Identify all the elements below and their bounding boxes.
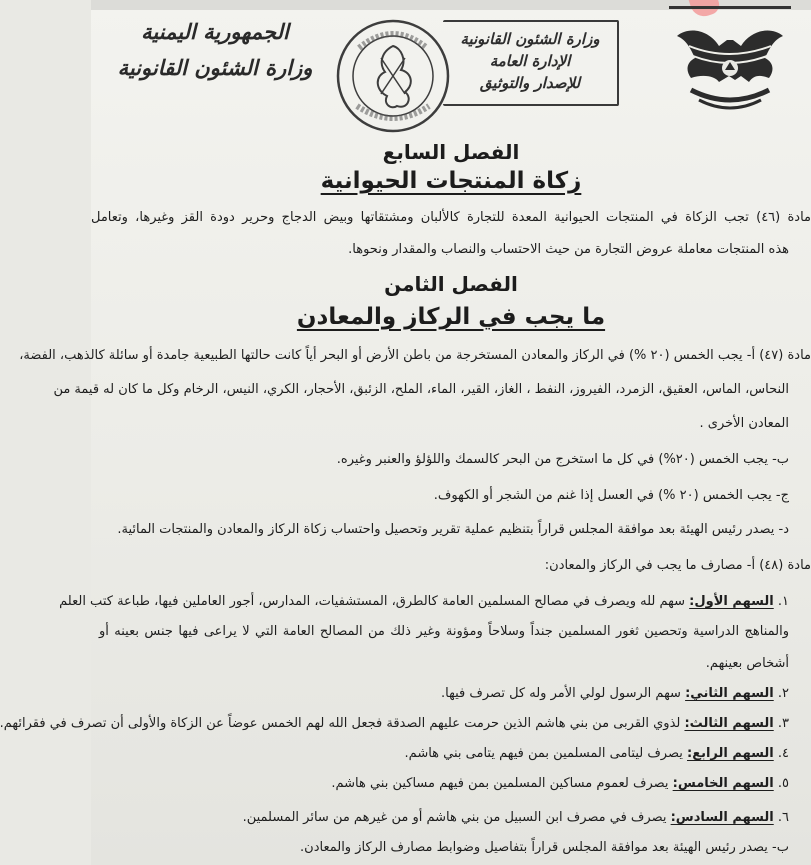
round-seal-stamp <box>335 18 451 134</box>
article47-b: ب- يجب الخمس (٢٠%) في كل ما استخرج من البحر كالسمك واللؤلؤ والعنبر وغيره. <box>336 452 789 467</box>
state-crest <box>669 6 791 118</box>
share-3-label: السهم الثالث: <box>684 716 774 731</box>
chapter8-title: الفصل الثامن <box>384 272 518 296</box>
share-4 <box>405 744 789 764</box>
share-2 <box>441 684 789 704</box>
share-4-text: يصرف ليتامى المسلمين بمن فيهم يتامى بني هاشم. <box>404 746 688 761</box>
chapter7-subtitle <box>91 168 811 194</box>
chapter7-subtitle-text: زكاة المنتجات الحيوانية <box>320 168 582 194</box>
stamp-line-3: للإصدار والتوثيق <box>479 74 581 92</box>
article47-a-line1: مادة (٤٧) أ- يجب الخمس (٢٠ %) في الركاز والمعادن المستخرجة من باطن الأرض أو البحر أياً كانت حالتها الطبيعية جامدة أو سائلة كالذهب، الفضة، <box>19 348 811 363</box>
stamp-line-1: وزارة الشئون القانونية <box>460 30 600 48</box>
article46-line1: مادة (٤٦) تجب الزكاة في المنتجات الحيوانية المعدة للتجارة كالألبان ومشتقاتها وبيض الدجاج وحرير دودة القز وغيرها، وتعامل <box>91 210 811 225</box>
share-6-label: السهم السادس: <box>670 810 774 825</box>
article48-b: ب- يصدر رئيس الهيئة بعد موافقة المجلس قراراً بتفاصيل وضوابط مصارف الركاز والمعادن. <box>300 840 789 855</box>
country-name: الجمهورية اليمنية <box>141 19 289 44</box>
share-2-label: السهم الثاني: <box>685 686 774 701</box>
article47-d: د- يصدر رئيس الهيئة بعد موافقة المجلس قراراً بتنظيم عملية تقرير وتحصيل واحتساب زكاة الركاز والمعادن والمنتجات المائية. <box>117 522 789 537</box>
share-6-text: يصرف في مصرف ابن السبيل من بني هاشم أو من غيرهم من سائر المسلمين. <box>242 810 671 825</box>
share-1-line1 <box>59 592 789 612</box>
share-3-number: ٣. <box>777 716 789 731</box>
share-1-label: السهم الأول: <box>689 594 774 609</box>
share-1-line2: والمناهج الدراسية وتحصين ثغور المسلمين جنداً وسلاحاً ومؤونة وغير ذلك من المصالح العامة التي لا يراعى فيها جنس بعينه أو <box>99 624 789 639</box>
article46-line2: هذه المنتجات معاملة عروض التجارة من حيث الاحتساب والنصاب والمقدار ونحوها. <box>348 242 789 257</box>
article47-a-line3: المعادن الأخرى . <box>699 416 789 431</box>
eagle-emblem-icon <box>669 6 791 118</box>
share-5-label: السهم الخامس: <box>672 776 774 791</box>
share-5 <box>331 774 789 794</box>
share-4-number: ٤. <box>777 746 789 761</box>
share-6-number: ٦. <box>777 810 789 825</box>
article47-a-line2: النحاس، الماس، العقيق، الزمرد، الفيروز، النفط ، الغاز، القير، الماء، الملح، الزئبق، الأحجار، الكري، النيس، الرخام وكل ما كان له قيمة من <box>53 382 789 397</box>
share-1-text: سهم لله ويصرف في مصالح المسلمين العامة كالطرق، المستشفيات، المدارس، أجور العاملين فيها، طباعة كتب العلم <box>59 594 690 609</box>
chapter8-subtitle-text: ما يجب في الركاز والمعادن <box>296 304 606 330</box>
share-6 <box>243 808 789 828</box>
department-stamp <box>443 20 619 106</box>
chapter7-title: الفصل السابع <box>382 140 520 164</box>
share-1-line3: أشخاص بعينهم. <box>705 656 789 671</box>
share-3 <box>0 714 789 734</box>
article48-intro: مادة (٤٨) أ- مصارف ما يجب في الركاز والمعادن: <box>544 558 811 573</box>
share-5-text: يصرف لعموم مساكين المسلمين بمن فيهم مساكين بني هاشم. <box>331 776 673 791</box>
share-3-text: لذوي القربى من بني هاشم الذين حرمت عليهم الصدقة فجعل الله لهم الخمس عوضاً عن الزكاة والأولى أن تصرف في فقرائهم. <box>0 716 685 731</box>
stamp-line-2: الإدارة العامة <box>489 52 571 70</box>
chapter8-subtitle <box>91 304 811 330</box>
share-4-label: السهم الرابع: <box>687 746 774 761</box>
crest-top-rule <box>669 6 791 9</box>
share-2-number: ٢. <box>777 686 789 701</box>
article47-c: ج- يجب الخمس (٢٠ %) في العسل إذا غنم من الشجر أو الكهوف. <box>433 488 789 503</box>
share-2-text: سهم الرسول لولي الأمر وله كل تصرف فيها. <box>441 686 686 701</box>
share-5-number: ٥. <box>777 776 789 791</box>
ministry-name: وزارة الشئون القانونية <box>117 55 313 80</box>
ministry-heading <box>115 14 315 86</box>
share-1-number: ١. <box>777 594 789 609</box>
